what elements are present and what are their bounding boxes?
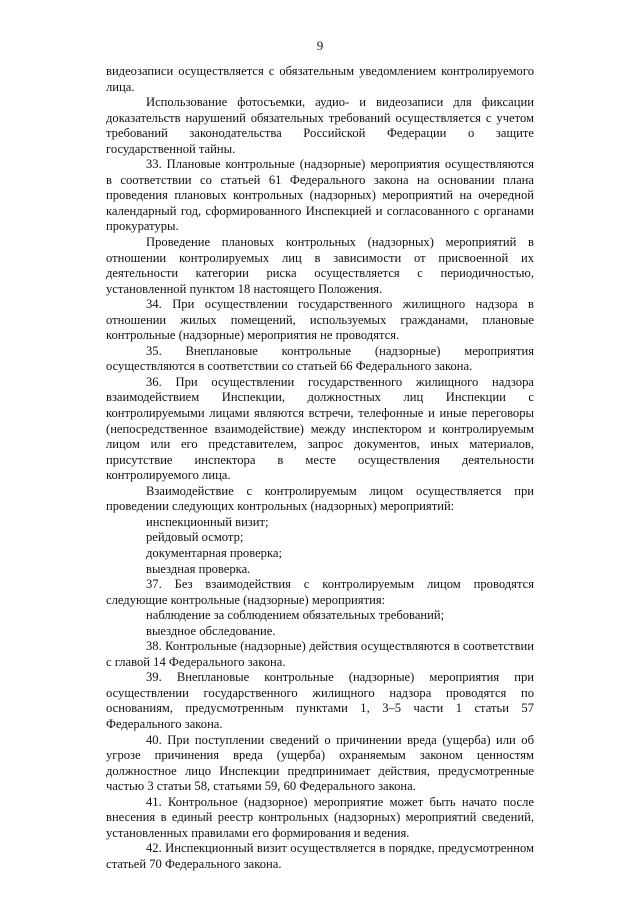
paragraph-37: 37. Без взаимодействия с контролируемым лицом проводятся следующие контрольные (надзорные) мероприятия: (106, 577, 534, 607)
list-item-raid-inspection: рейдовый осмотр; (146, 530, 244, 545)
paragraph-continuation: видеозаписи осуществляется с обязательным уведомлением контролируемого лица. (106, 64, 534, 94)
paragraph-33-periodicity: Проведение плановых контрольных (надзорных) мероприятий в отношении контролируемых лиц в зависимости от присвоенной их деятельности категории риска осуществляется с периодичностью, установленной пунктом 18 настоящего Положения. (106, 235, 534, 296)
list-item-onsite-check: выездная проверка. (146, 561, 251, 576)
paragraph-38: 38. Контрольные (надзорные) действия осуществляются в соответствии с главой 14 Федерального закона. (106, 639, 534, 669)
paragraph-39: 39. Внеплановые контрольные (надзорные) мероприятия при осуществлении государственного жилищного надзора проводятся по основаниям, предусмотренным пунктами 1, 3–5 части 1 статьи 57 Федерального закона. (106, 670, 534, 731)
paragraph-36-interaction: Взаимодействие с контролируемым лицом осуществляется при проведении следующих контрольных (надзорных) мероприятий: (106, 483, 534, 514)
body-text (106, 64, 534, 872)
page-number: 9 (316, 38, 324, 53)
paragraph-35: 35. Внеплановые контрольные (надзорные) мероприятия осуществляются в соответствии со статьей 66 Федерального закона. (106, 343, 534, 374)
paragraph-40: 40. При поступлении сведений о причинении вреда (ущерба) или об угрозе причинения вреда (ущерба) охраняемым законом ценностям должностное лицо Инспекции предпринимает действия, предусмотренные частью 3 статьи 58, статьями 59, 60 Федерального закона. (106, 732, 534, 794)
paragraph-42: 42. Инспекционный визит осуществляется в порядке, предусмотренном статьей 70 Федерального закона. (106, 841, 534, 871)
list-item-onsite-survey: выездное обследование. (146, 623, 276, 638)
paragraph-33: 33. Плановые контрольные (надзорные) мероприятия осуществляются в соответствии со статьей 61 Федерального закона на основании плана проведения плановых контрольных (надзорных) мероприятий на очередной календарный год, сформированного Инспекцией и согласованного с органами прокуратуры. (106, 157, 534, 234)
paragraph-36: 36. При осуществлении государственного жилищного надзора взаимодействием Инспекции, должностных лиц Инспекции с контролируемыми лицами являются встречи, телефонные и иные переговоры (непосредственное взаимодействие) между инспектором и контролируемым лицом или его представителем, запрос документов, иных материалов, присутствие инспектора в месте осуществления деятельности контролируемого лица. (106, 374, 534, 483)
list-item-documentary-check: документарная проверка; (146, 545, 282, 560)
list-item-observation: наблюдение за соблюдением обязательных требований; (146, 608, 445, 623)
list-item-inspection-visit: инспекционный визит; (146, 514, 269, 529)
paragraph-photo-recording: Использование фотосъемки, аудио- и видеозаписи для фиксации доказательств нарушений обязательных требований осуществляется с учетом требований законодательства Российской Федерации о защите государственной тайны. (106, 95, 534, 156)
paragraph-34: 34. При осуществлении государственного жилищного надзора в отношении жилых помещений, используемых гражданами, плановые контрольные (надзорные) мероприятия не проводятся. (106, 297, 534, 343)
paragraph-41: 41. Контрольное (надзорное) мероприятие может быть начато после внесения в единый реестр контрольных (надзорных) мероприятий сведений, установленных правилами его формирования и ведения. (106, 794, 534, 840)
